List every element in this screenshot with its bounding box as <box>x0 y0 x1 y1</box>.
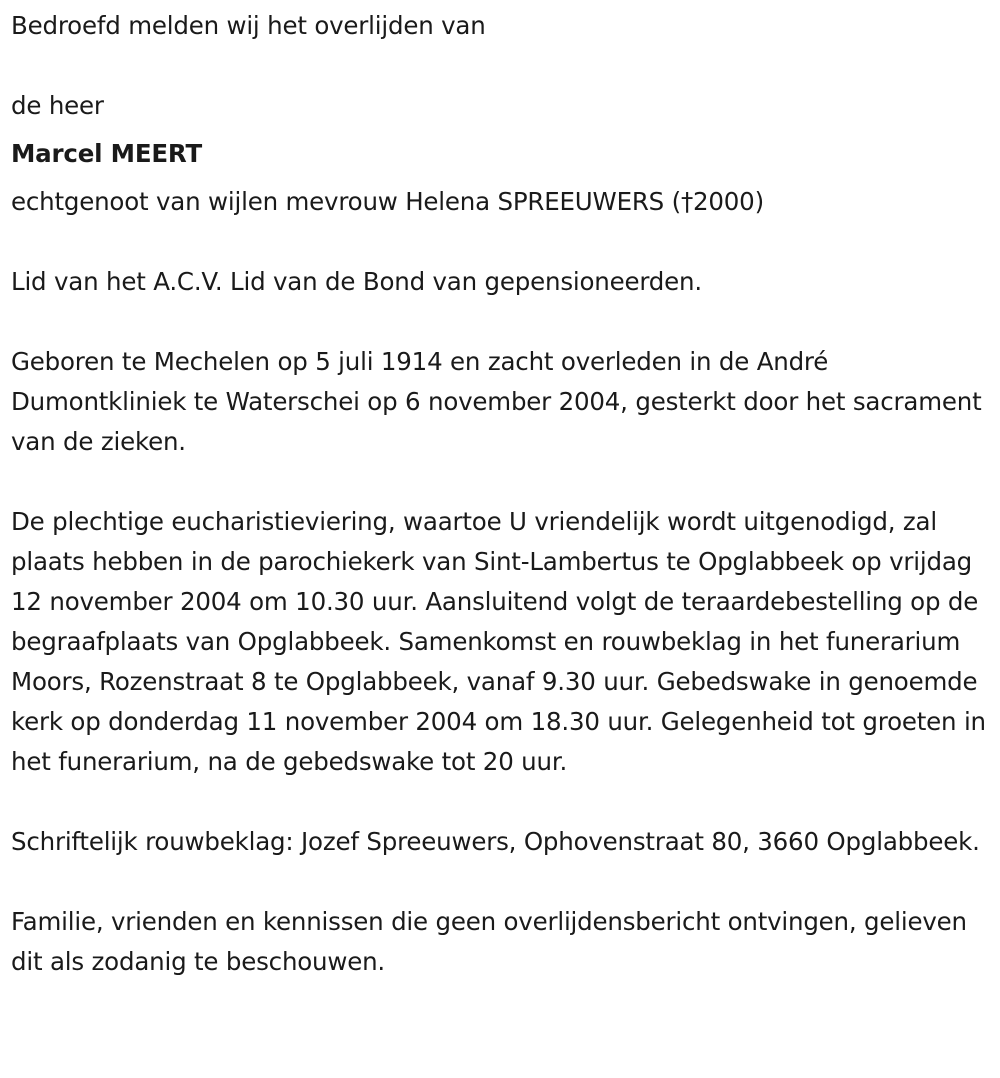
obituary-notice <box>11 6 993 982</box>
deceased-name: Marcel MEERT <box>11 139 202 168</box>
spouse-line: echtgenoot van wijlen mevrouw Helena SPREEUWERS (†2000) <box>11 187 764 216</box>
intro-line: Bedroefd melden wij het overlijden van <box>11 11 486 40</box>
condolence-address-paragraph: Schriftelijk rouwbeklag: Jozef Spreeuwers, Ophovenstraat 80, 3660 Opglabbeek. <box>11 827 980 856</box>
honorific: de heer <box>11 91 104 120</box>
ceremony-paragraph: De plechtige eucharistieviering, waartoe U vriendelijk wordt uitgenodigd, zal plaats hebben in de parochiekerk van Sint-Lambertus te Opglabbeek op vrijdag 12 november 2004 om 10.30 uur. Aansluitend volgt de teraardebestelling op de begraafplaats van Opglabbeek. Samenkomst en rouwbeklag in het funerarium Moors, Rozenstraat 8 te Opglabbeek, vanaf 9.30 uur. Gebedswake in genoemde kerk op donderdag 11 november 2004 om 18.30 uur. Gelegenheid tot groeten in het funerarium, na de gebedswake tot 20 uur. <box>11 507 986 776</box>
memberships-paragraph: Lid van het A.C.V. Lid van de Bond van gepensioneerden. <box>11 267 702 296</box>
closing-note-paragraph: Familie, vrienden en kennissen die geen overlijdensbericht ontvingen, gelieven dit als zodanig te beschouwen. <box>11 907 967 976</box>
birth-death-paragraph: Geboren te Mechelen op 5 juli 1914 en zacht overleden in de André Dumontkliniek te Waterschei op 6 november 2004, gesterkt door het sacrament van de zieken. <box>11 347 982 456</box>
